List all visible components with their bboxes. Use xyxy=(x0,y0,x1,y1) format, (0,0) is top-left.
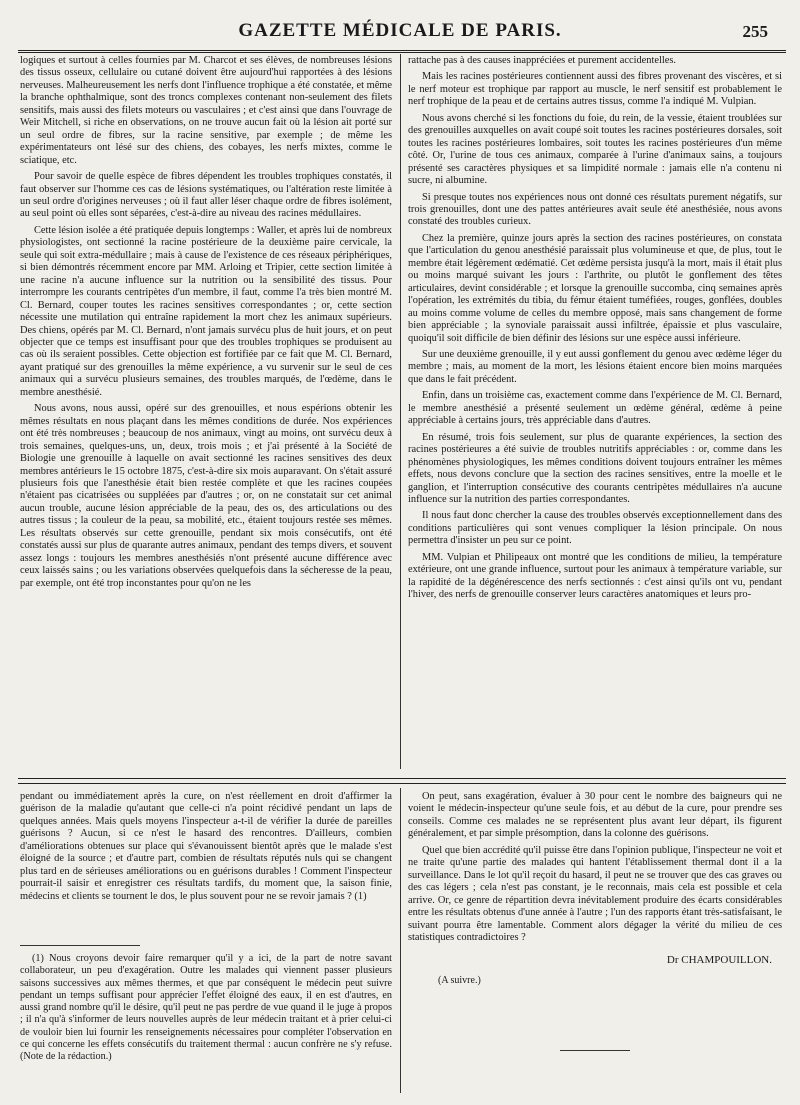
paragraph: Il nous faut donc chercher la cause des troubles observés exceptionnellement dans des conditions particulières qui sont venues compliquer la lésion principale. On nous permettra d'insister un peu sur ce point. xyxy=(408,510,782,547)
column-divider-bottom xyxy=(400,788,401,1093)
author-signature: Dr CHAMPOUILLON. xyxy=(666,954,772,967)
right-column xyxy=(408,55,782,769)
paragraph: En résumé, trois fois seulement, sur plus de quarante expériences, la section des racines postérieures a été suivie de troubles nutritifs appréciables : or, comme dans les phénomènes physiologiques, les mêmes conditions doivent toujours entraîner les mêmes effets, nous devons conclure que la section des racines sensitives, entre la moelle et le ganglion, et l'interruption consécutive des courants centripètes médullaires n'a aucune influence sur la nutrition des parties correspondantes. xyxy=(408,431,782,505)
paragraph: Nous avons, nous aussi, opéré sur des grenouilles, et nous espérions obtenir les mêmes résultats en nous plaçant dans les mêmes conditions de durée. Nos expériences ont été très nombreuses ; beaucoup de nos animaux, vingt au moins, ont survécu deux à trois semaines, quelques-uns, un, deux, trois mois ; et j'ai présenté à la Société de Biologie une grenouille à laquelle on avait sectionné les racines sensitives des deux membres antérieurs le 15 octobre 1875, c'est-à-dire six mois auparavant. On s'était assuré plusieurs fois que l'anesthésie était bien restée complète et que les racines coupées n'étaient pas cicatrisées ou suppléées par d'autres ; or, on ne constatait sur cet animal aucun trouble, aucune lésion appréciable de la peau, des os, des articulations ou des autres tissus ; la couleur de la peau, sa mobilité, etc., étaient toujours restée ses mêmes. Les résultats observés sur cette grenouille, pendant six mois consécutifs, ont été constatés aussi sur plus de quarante autres animaux, pendant des temps divers, et souvent assez longs : toujours les membres anesthésiés n'ont présenté aucune différence avec ceux laissés sains ; ou les variations observées quelquefois dans la sécheresse de la peau, par exemple, ont été trop inconstantes pour qu'on ne les xyxy=(20,403,392,589)
paragraph: MM. Vulpian et Philipeaux ont montré que les conditions de milieu, la température extérieure, ont une grande influence, surtout pour les animaux à température variable, sur la rapidité de la dégénérescence des nerfs sectionnés : c'est ainsi qu'ils ont vu, pendant l'hiver, des nerfs de grenouille conserver leurs caractères anatomiques et leurs pro- xyxy=(408,551,782,601)
to-be-continued: (A suivre.) xyxy=(438,974,481,986)
paragraph: logiques et surtout à celles fournies par M. Charcot et ses élèves, de nombreuses lésions des tissus osseux, cellulaire ou cutané doivent être aujourd'hui rapportées à des lésions nerveuses. Malheureusement les nerfs dont l'influence trophique a été constatée, et même la branche ophthalmique, sont des troncs complexes contenant non-seulement des filets sensitifs, mais aussi des filets moteurs ou vasculaires ; et c'est ainsi que dans l'ouvrage de Weir Mitchell, si riche en observations, on ne trouve aucun fait où la lésion ait porté sur un seul ordre de fibres, sur la racine sensitive, par exemple ; de même les expérimentateurs ont lésé sur des chiens, des cobayes, les nerfs mixtes, comme le sciatique, etc. xyxy=(20,55,392,166)
header-rule xyxy=(18,50,786,53)
column-divider-top xyxy=(400,54,401,769)
bottom-left-column xyxy=(20,791,392,931)
paragraph: Si presque toutes nos expériences nous ont donné ces résultats purement négatifs, sur trois grenouilles, dont une des pattes antérieures avait seule été anesthésiée, nous avons constaté des troubles curieux. xyxy=(408,191,782,228)
paragraph: Chez la première, quinze jours après la section des racines postérieures, on constata que l'articulation du genou anesthésié paraissait plus volumineuse et que, de plus, tout le membre était légèrement œdématié. Cet œdème persista jusqu'à la mort, mais il était plus ou moins marqué suivant les jours : l'arthrite, ou plutôt le gonflement des têtes articulaires, devint considérable ; et lorsque la grenouille succomba, cinq semaines après l'opération, les extrémités du tibia, du fémur étaient tuméfiées, rouges, gonflées, doubles au moins comme volume de celles du membre opposé, mais sans changement de forme bien appréciable ; la synoviale paraissait aussi infiltrée, épaissie et plus vasculaire, quoiqu'il soit difficile de bien définir des lésions sur une espèce aussi inférieure. xyxy=(408,232,782,344)
footnote xyxy=(20,953,392,1093)
paragraph: Cette lésion isolée a été pratiquée depuis longtemps : Waller, et après lui de nombreux physiologistes, ont sectionné la racine postérieure de la deuxième paire cervicale, la seule qui soit extra-médullaire ; mais à cause de l'existence de ces réseaux périphériques, si bien démontrés récemment encore par MM. Arloing et Tripier, cette section limitée à une racine n'a aucune influence sur la nutrition ou la sensibilité des tissus. Pour interrompre les courants centripètes d'un membre, il faut, comme l'a très bien montré M. Cl. Bernard, couper toutes les racines sensitives correspondantes ; or, cette section nécessite une mutilation qui entraîne rapidement la mort chez les animaux supérieurs. Des chiens, opérés par M. Cl. Bernard, n'ont jamais survécu plus de huit jours, et on peut objecter que ce temps est insuffisant pour que des troubles trophiques se produisent au cas où ils seraient possibles. Cette objection est fortifiée par ce fait que M. Cl. Bernard, ayant pratiqué sur des grenouilles la même expérience, a vu survenir sur le seul de ces animaux qui a survécu plusieurs semaines, des troubles marqués, de l'œdème, dans le membre anesthésié. xyxy=(20,224,392,398)
footnote-text: (1) Nous croyons devoir faire remarquer qu'il y a ici, de la part de notre savant collaborateur, un peu d'exagération. Outre les malades qui viennent passer plusieurs saisons successives aux mêmes thermes, et que par conséquent le médecin peut suivre pendant un temps suffisant pour apprécier l'effet éloigné des eaux, il en est d'autres, en aussi grand nombre qu'il le désire, qu'il peut ne pas perdre de vue quand il le juge à propos ; il n'a qu'à s'informer de leurs nouvelles auprès de leur médecin traitant et à prier celui-ci de vouloir bien lui fournir les renseignements nécessaires pour compléter l'observation en ce qui concerne les effets consécutifs du traitement thermal : aucun confrère ne s'y refuse. (Note de la rédaction.) xyxy=(20,953,392,1063)
paragraph: Sur une deuxième grenouille, il y eut aussi gonflement du genou avec œdème léger du membre ; mais, au moment de la mort, les lésions étaient encore bien moins marquées que dans le fait précédent. xyxy=(408,348,782,385)
paragraph: rattache pas à des causes inappréciées et purement accidentelles. xyxy=(408,55,677,66)
bottom-right-paragraphs xyxy=(408,791,782,944)
journal-title: GAZETTE MÉDICALE DE PARIS. xyxy=(238,20,562,41)
paragraph: pendant ou immédiatement après la cure, on n'est réellement en droit d'affirmer la guérison de la maladie qu'autant que celle-ci n'a point récidivé pendant un laps de quelques années. Mais quels moyens l'inspecteur a-t-il de vérifier la durée de pareilles guérisons ? Aucun, si ce n'est le hasard des rencontres. D'ailleurs, combien d'améliorations obtenues sur place qui s'évanouissent bientôt après que le malade s'est éloigné de la source ; et d'autre part, combien de résultats réputés nuls qui se changent plus tard en de sérieuses améliorations ou en guérisons durables ! Comment l'inspecteur pourrait-il saisir et enregistrer ces résultats tardifs, du moment que, la saison finie, médecins et clients se tournent le dos, le plus souvent pour ne se revoir jamais ? (1) xyxy=(20,791,392,902)
section-rule-top xyxy=(18,778,786,779)
paragraph: Pour savoir de quelle espèce de fibres dépendent les troubles trophiques constatés, il faut observer sur l'homme ces cas de lésions systématiques, ou l'altération reste limitée à un seul ordre d'origines nerveuses ; où il faut aller léser chaque ordre de fibres isolément, au seul point où elles sont séparées, c'est-à-dire au niveau des racines médullaires. xyxy=(20,171,392,220)
footnote-rule xyxy=(20,945,140,946)
paragraph: On peut, sans exagération, évaluer à 30 pour cent le nombre des baigneurs qui ne voient le médecin-inspecteur qu'une seule fois, et au début de la cure, pour prendre ses conseils. Comme ces malades ne se représentent plus avant leur départ, ils figurent généralement, et par simple présomption, dans la colonne des guérisons. xyxy=(408,791,782,840)
section-rule-bottom xyxy=(18,783,786,784)
page-header xyxy=(18,14,782,48)
paragraph: Enfin, dans un troisième cas, exactement comme dans l'expérience de M. Cl. Bernard, le membre anesthésié a présenté seulement un œdème général, œdème à peine appréciable à certains jours, très appréciable dans d'autres. xyxy=(408,390,782,427)
left-column xyxy=(20,55,392,769)
page-number: 255 xyxy=(742,22,768,41)
end-rule xyxy=(560,1050,630,1051)
paragraph: Mais les racines postérieures contiennent aussi des fibres provenant des viscères, et si le nerf moteur est trophique par rapport au muscle, le nerf sensitif est probablement le nerf trophique de la peau et de certains autres tissus, comme l'a indiqué M. Vulpian. xyxy=(408,71,782,108)
paragraph: Quel que bien accrédité qu'il puisse être dans l'opinion publique, l'inspecteur ne voit et ne traite qu'une partie des malades qui hantent l'établissement thermal dont il a la surveillance. Dans le lot qu'il reçoit du hasard, il peut ne se trouver que des cas graves ou des cas légers ; cela n'est pas constant, je le reconnais, mais cela est possible et cela arrive. Or, ce genre de répartition devra inévitablement produire des écarts considérables entre les résultats obtenus d'une année à l'autre ; l'un des rapports étant très-satisfaisant, le suivant pourra être lamentable. Comment alors dégager la vérité du milieu de ces statistiques contradictoires ? xyxy=(408,844,782,943)
paragraph: Nous avons cherché si les fonctions du foie, du rein, de la vessie, étaient troublées sur des grenouilles auxquelles on avait coupé soit toutes les racines postérieures dorsales, soit toutes les racines postérieures lombaires, soit toutes les racines postérieures d'un même côté. Or, l'urine de tous ces animaux, comparée à l'urine d'animaux sains, a toujours présenté ses caractères physiques et sa limpidité normale : jamais elle n'a contenu ni sucre, ni albumine. xyxy=(408,112,782,187)
bottom-right-column xyxy=(408,791,782,1051)
